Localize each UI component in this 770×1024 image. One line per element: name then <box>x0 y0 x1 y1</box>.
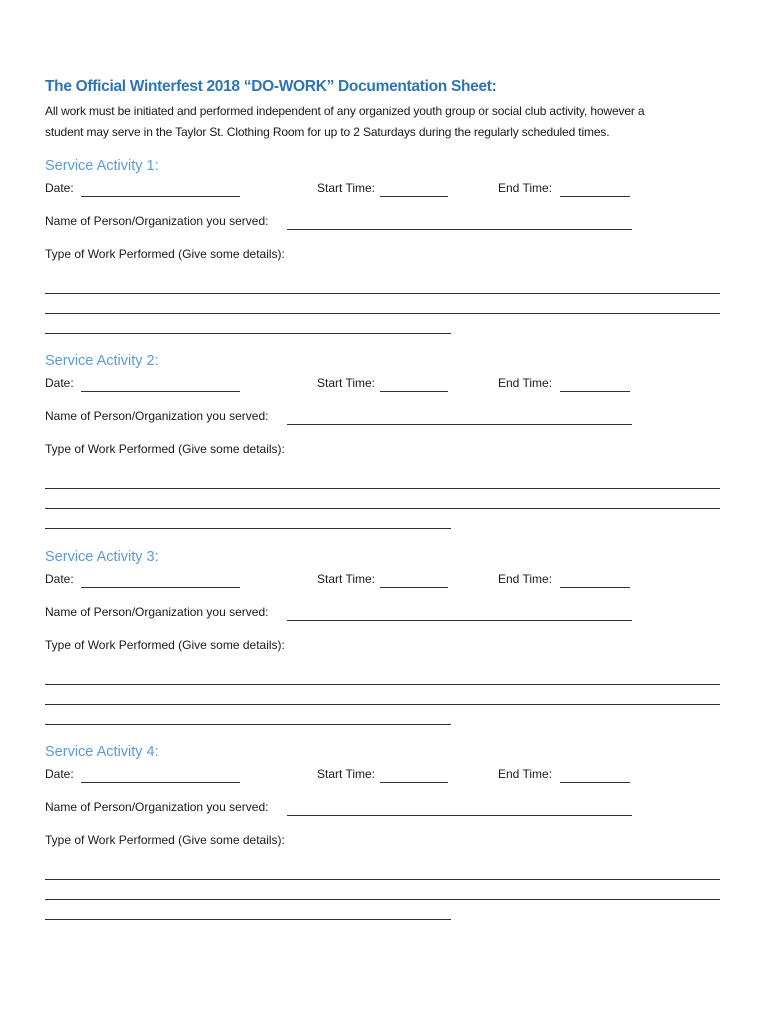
work-details-line[interactable] <box>45 508 720 509</box>
date-label: Date: <box>45 572 74 586</box>
work-label: Type of Work Performed (Give some details): <box>45 442 285 456</box>
served-label: Name of Person/Organization you served: <box>45 214 269 228</box>
work-details-line[interactable] <box>45 724 451 725</box>
service-activity-3 <box>0 549 770 729</box>
end-time-label: End Time: <box>498 767 553 781</box>
work-details-line[interactable] <box>45 488 720 489</box>
intro-line-1: All work must be initiated and performed independent of any organized youth group or social club activity, however a <box>45 104 645 118</box>
start-time-field[interactable] <box>380 587 448 588</box>
section-title: Service Activity 3: <box>45 549 159 565</box>
work-details-line[interactable] <box>45 293 720 294</box>
work-details-line[interactable] <box>45 879 720 880</box>
date-field[interactable] <box>81 391 240 392</box>
served-label: Name of Person/Organization you served: <box>45 605 269 619</box>
section-title: Service Activity 4: <box>45 744 159 760</box>
start-time-label: Start Time: <box>317 767 376 781</box>
work-label: Type of Work Performed (Give some details): <box>45 638 285 652</box>
start-time-label: Start Time: <box>317 376 376 390</box>
work-label: Type of Work Performed (Give some details): <box>45 833 285 847</box>
date-field[interactable] <box>81 782 240 783</box>
served-field[interactable] <box>287 620 632 621</box>
work-details-line[interactable] <box>45 528 451 529</box>
date-label: Date: <box>45 767 74 781</box>
end-time-label: End Time: <box>498 572 553 586</box>
work-details-line[interactable] <box>45 333 451 334</box>
end-time-field[interactable] <box>560 587 630 588</box>
date-label: Date: <box>45 376 74 390</box>
document-heading: The Official Winterfest 2018 “DO-WORK” Documentation Sheet: <box>45 78 497 95</box>
date-field[interactable] <box>81 196 240 197</box>
end-time-field[interactable] <box>560 782 630 783</box>
work-details-line[interactable] <box>45 899 720 900</box>
end-time-field[interactable] <box>560 391 630 392</box>
work-details-line[interactable] <box>45 313 720 314</box>
end-time-label: End Time: <box>498 376 553 390</box>
intro-line-2: student may serve in the Taylor St. Clothing Room for up to 2 Saturdays during the regularly scheduled times. <box>45 125 610 139</box>
start-time-field[interactable] <box>380 391 448 392</box>
section-title: Service Activity 1: <box>45 158 159 174</box>
section-title: Service Activity 2: <box>45 353 159 369</box>
date-field[interactable] <box>81 587 240 588</box>
end-time-field[interactable] <box>560 196 630 197</box>
served-label: Name of Person/Organization you served: <box>45 800 269 814</box>
end-time-label: End Time: <box>498 181 553 195</box>
date-label: Date: <box>45 181 74 195</box>
start-time-field[interactable] <box>380 782 448 783</box>
service-activity-2 <box>0 353 770 533</box>
served-field[interactable] <box>287 229 632 230</box>
work-details-line[interactable] <box>45 919 451 920</box>
work-label: Type of Work Performed (Give some details): <box>45 247 285 261</box>
served-field[interactable] <box>287 815 632 816</box>
start-time-label: Start Time: <box>317 181 376 195</box>
served-label: Name of Person/Organization you served: <box>45 409 269 423</box>
service-activity-1 <box>0 158 770 338</box>
start-time-label: Start Time: <box>317 572 376 586</box>
start-time-field[interactable] <box>380 196 448 197</box>
service-activity-4 <box>0 744 770 924</box>
work-details-line[interactable] <box>45 704 720 705</box>
work-details-line[interactable] <box>45 684 720 685</box>
served-field[interactable] <box>287 424 632 425</box>
